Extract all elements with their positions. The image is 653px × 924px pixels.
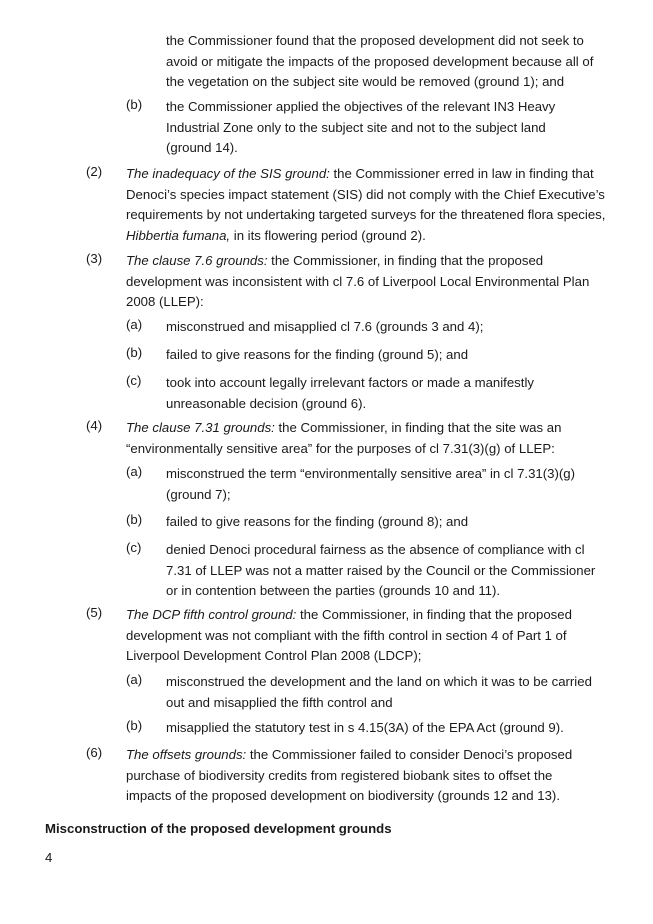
- sub-paragraph-label: (b): [126, 97, 143, 112]
- sub-paragraph: [166, 345, 606, 366]
- paragraph-heading: The clause 7.6 grounds:: [126, 253, 268, 268]
- paragraph-number: (5): [86, 605, 103, 620]
- paragraph-heading: The clause 7.31 grounds:: [126, 420, 275, 435]
- paragraph-text: failed to give reasons for the finding (ground 5); and: [166, 347, 469, 362]
- paragraph: [126, 745, 586, 807]
- paragraph-text: the Commissioner erred in law in finding that Denoci’s species impact statement (SIS) did not comply with the Chief Executive’s requirements by not undertaking targeted surveys for the threatened flora species,: [126, 166, 606, 222]
- page-number: 4: [45, 850, 53, 865]
- sub-paragraph-label: (a): [126, 317, 143, 332]
- paragraph-text: the Commissioner found that the proposed development did not seek to avoid or mitigate the impacts of the proposed development because all of the vegetation on the subject site would be removed (ground 1); and: [166, 33, 594, 89]
- paragraph-text: denied Denoci procedural fairness as the absence of compliance with cl 7.31 of LLEP was not a matter raised by the Council or the Commissioner or in contention between the parties (grounds 10 and 11).: [166, 542, 596, 598]
- paragraph-text: misconstrued the term “environmentally sensitive area” in cl 7.31(3)(g) (ground 7);: [166, 466, 575, 502]
- sub-paragraph-label: (b): [126, 718, 143, 733]
- sub-paragraph: [166, 317, 606, 338]
- paragraph-text: failed to give reasons for the finding (ground 8); and: [166, 514, 469, 529]
- paragraph-text: the Commissioner failed to consider Denoci’s proposed purchase of biodiversity credits from registered biobank sites to offset the impacts of the proposed development on biodiversity (grounds 12 and 13).: [126, 747, 573, 803]
- paragraph: [126, 418, 586, 459]
- sub-paragraph-label: (a): [126, 672, 143, 687]
- paragraph-text: the Commissioner, in finding that the proposed development was not compliant with the fifth control in section 4 of Part 1 of Liverpool Development Control Plan 2008 (LDCP);: [126, 607, 572, 663]
- paragraph-text: the Commissioner applied the objectives of the relevant IN3 Heavy Industrial Zone only to the subject site and not to the subject land (ground 14).: [166, 99, 556, 155]
- species-name: Hibbertia fumana,: [126, 227, 231, 243]
- paragraph-number: (3): [86, 251, 103, 266]
- paragraph: [126, 605, 586, 667]
- paragraph-text: misconstrued the development and the land on which it was to be carried out and misapplied the fifth control and: [166, 674, 592, 710]
- sub-paragraph-label: (c): [126, 540, 142, 555]
- sub-paragraph: [166, 373, 576, 414]
- section-heading: Misconstruction of the proposed development grounds: [45, 821, 392, 836]
- paragraph-text: misapplied the statutory test in s 4.15(3A) of the EPA Act (ground 9).: [166, 720, 564, 735]
- sub-paragraph-label: (b): [126, 345, 143, 360]
- paragraph: [126, 164, 606, 246]
- sub-paragraph: [166, 97, 576, 159]
- paragraph-text: the Commissioner, in finding that the proposed development was inconsistent with cl 7.6 of Liverpool Local Environmental Plan 2008 (LLEP):: [126, 253, 590, 309]
- sub-paragraph-label: (a): [126, 464, 143, 479]
- paragraph-number: (4): [86, 418, 103, 433]
- paragraph-number: (2): [86, 164, 103, 179]
- paragraph-heading: The DCP fifth control ground:: [126, 607, 297, 622]
- sub-paragraph: [166, 718, 606, 739]
- paragraph-continuation: [166, 31, 606, 93]
- paragraph-heading: The inadequacy of the SIS ground:: [126, 166, 330, 181]
- sub-paragraph-label: (b): [126, 512, 143, 527]
- paragraph-heading: The offsets grounds:: [126, 747, 247, 762]
- paragraph-text: misconstrued and misapplied cl 7.6 (grounds 3 and 4);: [166, 319, 484, 334]
- sub-paragraph: [166, 512, 606, 533]
- paragraph-number: (6): [86, 745, 103, 760]
- paragraph: [126, 251, 606, 313]
- paragraph-text: took into account legally irrelevant factors or made a manifestly unreasonable decision (ground 6).: [166, 375, 534, 411]
- paragraph-text: the Commissioner, in finding that the site was an “environmentally sensitive area” for the purposes of cl 7.31(3)(g) of LLEP:: [126, 420, 562, 456]
- sub-paragraph: [166, 540, 606, 602]
- sub-paragraph: [166, 672, 606, 713]
- sub-paragraph: [166, 464, 606, 505]
- sub-paragraph-label: (c): [126, 373, 142, 388]
- paragraph-text: in its flowering period (ground 2).: [230, 227, 426, 243]
